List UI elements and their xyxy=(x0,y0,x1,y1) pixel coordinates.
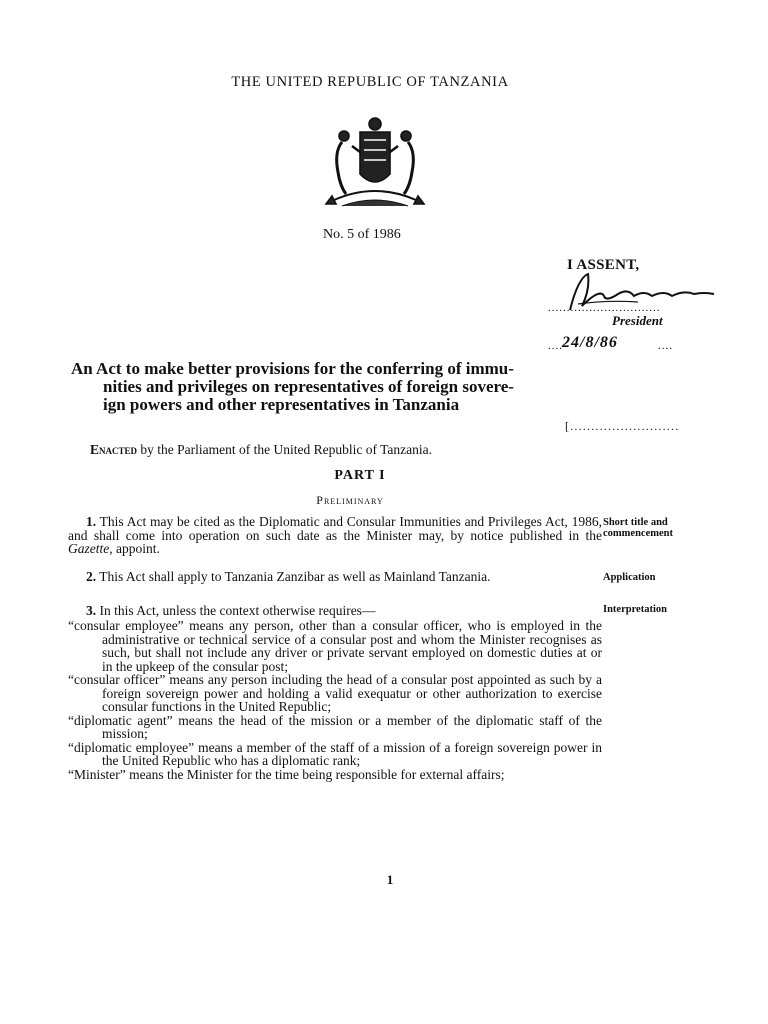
coat-of-arms-emblem xyxy=(312,112,438,212)
definitions-list xyxy=(68,619,602,781)
definition-item: “consular employee” means any person, other than a consular officer, who is employed in the administrative or technical service of a consular post and whom the Minister recognises as such, but shall not include any driver or private servant employed on domestic duties at or in the upkeep of the consular post; xyxy=(68,618,602,674)
section-text: This Act may be cited as the Diplomatic and Consular Immunities and Privileges Act, 1986, and shall come into operation on such date as the Minister may, by notice published in the xyxy=(68,514,602,543)
signature-line: .............................. xyxy=(548,302,661,314)
section-text-end: , appoint. xyxy=(109,541,160,556)
definition-item: “diplomatic agent” means the head of the mission or a member of the diplomatic staff of the mission; xyxy=(68,712,602,741)
margin-note-short-title: Short title and commencement xyxy=(603,517,673,539)
section-text: This Act shall apply to Tanzania Zanzibar as well as Mainland Tanzania. xyxy=(96,569,491,584)
section-1 xyxy=(68,515,602,556)
enacted-word: Enacted xyxy=(90,442,138,457)
president-label: President xyxy=(612,313,663,328)
part-subheading: Preliminary xyxy=(316,493,384,507)
assent-date-text: 24/8/86 xyxy=(562,334,618,351)
section-number: 3. xyxy=(86,603,97,618)
assent-date xyxy=(548,334,684,356)
date-dots-right: .... xyxy=(658,340,673,352)
assent-label: I ASSENT, xyxy=(567,257,640,273)
margin-note-interpretation: Interpretation xyxy=(603,604,667,615)
definition-item: “Minister” means the Minister for the time being responsible for external affairs; xyxy=(68,766,505,782)
section-number: 1. xyxy=(86,514,97,529)
title-line-1: An Act to make better provisions for the conferring of immu- xyxy=(71,359,514,378)
title-line-2: nities and privileges on representatives of foreign sovere- xyxy=(103,377,514,396)
definition-item: “diplomatic employee” means a member of the staff of a mission of a foreign sovereign power in the United Republic who has a diplomatic rank; xyxy=(68,739,602,768)
enacting-text: by the Parliament of the United Republic of Tanzania. xyxy=(137,442,432,457)
date-dots-left: .... xyxy=(548,340,563,352)
page-number: 1 xyxy=(386,872,394,887)
act-number: No. 5 of 1986 xyxy=(323,227,401,242)
title-line-3: ign powers and other representatives in Tanzania xyxy=(103,395,460,414)
section-number: 2. xyxy=(86,569,97,584)
section-3 xyxy=(68,604,602,618)
margin-note-application: Application xyxy=(603,572,656,583)
act-long-title xyxy=(71,360,691,414)
gazette-word: Gazette xyxy=(68,541,110,556)
enacting-clause xyxy=(90,442,432,458)
definition-item: “consular officer” means any person including the head of a consular post appointed as such by a foreign sovereign power and holding a valid exequatur or other authorization to exercise consular functions in the United Republic; xyxy=(68,672,602,714)
country-heading: THE UNITED REPUBLIC OF TANZANIA xyxy=(231,74,509,90)
part-heading: PART I xyxy=(334,468,386,483)
section-2 xyxy=(68,570,602,584)
section-text: In this Act, unless the context otherwise requires— xyxy=(96,603,376,618)
commencement-date-bracket: [.......................... xyxy=(565,419,680,433)
